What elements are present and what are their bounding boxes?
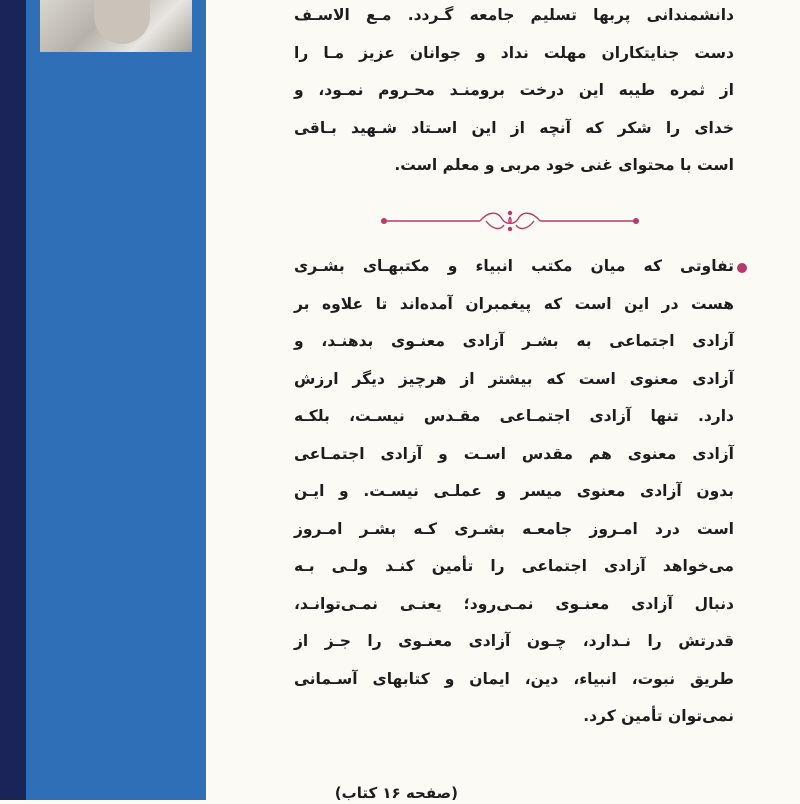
paragraph-2-line: بدون آزادی معنوی میسر و عملـی نیسـت. و ایـن bbox=[294, 482, 734, 500]
paragraph-2-line: تفاوتی که میان مکتب انبیاء و مکتبهـای بشـری bbox=[294, 257, 734, 275]
paragraph-1-line: دست جنایتکاران مهلت نداد و جوانان عزیز مـا را bbox=[294, 43, 734, 62]
paragraph-1-line: دانشمندانی پربها تسلیم جامعه گـردد. مـع الاسـف bbox=[294, 6, 734, 24]
paragraph-2-line: است درد امـروز جامعـه بشـری کـه بشـر امـروز bbox=[294, 519, 734, 538]
paragraph-2-line: طریق نبوت، انبیاء، دین، ایمان و کتابهای آسـمانی bbox=[294, 669, 734, 688]
paragraph-2-line: دارد. تنها آزادی اجتمـاعی مقـدس نیسـت، بلکـه bbox=[294, 407, 734, 425]
bullet-dot-icon bbox=[737, 263, 747, 273]
author-photo bbox=[40, 0, 192, 52]
blue-cover-band bbox=[26, 0, 206, 800]
paragraph-1-line: است با محتوای غنی خود مربی و معلم است. bbox=[394, 156, 734, 174]
ornamental-divider-icon bbox=[376, 207, 644, 235]
paragraph-2-line: قدرتش را نـدارد، چـون آزادی معنـوی را جـز از bbox=[294, 632, 734, 650]
paragraph-2-line: آزادی اجتماعی به بشـر آزادی معنـوی بدهنـد، و bbox=[294, 332, 734, 350]
paragraph-2 bbox=[294, 248, 734, 736]
paragraph-1-line: خدای را شکر که آنچه از این اسـتاد شـهید بـاقی bbox=[294, 118, 734, 137]
citation: (صفحه ۱۶ کتاب) bbox=[334, 784, 458, 802]
paragraph-1 bbox=[294, 0, 734, 185]
navy-cover-band bbox=[0, 0, 26, 800]
paragraph-2-line: آزادی معنوی هم مقدس اسـت و آزادی اجتمـاعی bbox=[294, 444, 734, 463]
paragraph-1-line: از ثمره طیبه این درخت برومنـد محـروم نمـود، و bbox=[294, 81, 734, 99]
paragraph-2-line: هست در این است که پیغمبران آمده‌اند تا علاوه بر bbox=[294, 294, 734, 313]
paragraph-2-line: آزادی معنوی است که بیشتر از هرچیز دیگر ارزش bbox=[294, 369, 734, 388]
paragraph-2-line: نمی‌توان تأمین کرد. bbox=[583, 707, 734, 725]
paragraph-2-line: دنبال آزادی معنـوی نمـی‌رود؛ یعنـی نمـی‌توانـد، bbox=[294, 594, 734, 613]
paragraph-2-line: می‌خواهد آزادی اجتماعی را تأمین کنـد ولـی بـه bbox=[294, 557, 734, 575]
